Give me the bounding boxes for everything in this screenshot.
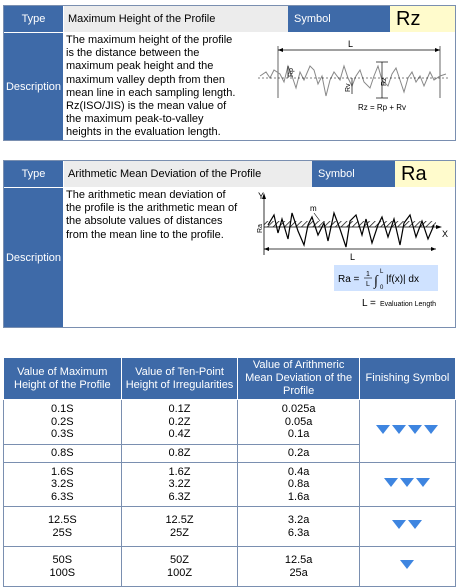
rz-profile-diagram xyxy=(254,36,452,126)
x-axis-label: X xyxy=(442,229,449,239)
finishing-table xyxy=(3,357,456,587)
desc-line: heights in the evaluation length. xyxy=(66,126,221,139)
ra-description-text xyxy=(66,189,266,242)
header-finishing-symbol: Finishing Symbol xyxy=(359,358,455,400)
formula-lhs: Ra = xyxy=(338,274,360,285)
rz-description-label: Description xyxy=(4,33,63,140)
rz-symbol-value: Rz xyxy=(390,6,455,32)
cell-ten-point: 1.6Z 3.2Z 6.3Z xyxy=(121,463,238,507)
cell-ten-point: 12.5Z 25Z xyxy=(121,507,238,547)
ra-type-value: Arithmetic Mean Deviation of the Profile xyxy=(64,161,312,187)
cell-arithmetic-mean: 0.4a 0.8a 1.6a xyxy=(238,463,359,507)
cell-max-height: 50S 100S xyxy=(4,547,122,587)
cell-ten-point: 50Z 100Z xyxy=(121,547,238,587)
integral-upper: L xyxy=(380,269,384,275)
header-arithmetic-mean: Value of Arithmeric Mean Deviation of the Profile xyxy=(238,358,359,400)
triangle-icon xyxy=(384,478,398,487)
formula-numerator: 1 xyxy=(366,271,370,278)
triangle-icon xyxy=(408,425,422,434)
rz-formula: Rz = Rp + Rv xyxy=(358,103,407,112)
rz-symbol-label: Symbol xyxy=(288,6,390,32)
ra-description-label: Description xyxy=(4,188,63,327)
rz-label: Rz xyxy=(381,77,388,86)
cell-arithmetic-mean: 3.2a 6.3a xyxy=(238,507,359,547)
cell-finishing-symbol xyxy=(359,463,455,507)
desc-line: the profile is the arithmetic mean of xyxy=(66,202,238,215)
cell-finishing-symbol xyxy=(359,547,455,587)
triangle-icon xyxy=(376,425,390,434)
desc-line: maximum valley depth from then xyxy=(66,73,225,86)
triangle-icon xyxy=(392,520,406,529)
length-label: L xyxy=(348,39,354,49)
ra-profile-curve xyxy=(268,213,434,247)
rp-label: Rp xyxy=(288,68,295,77)
desc-line: the absolute values of distances xyxy=(66,215,223,228)
ra-symbol-value: Ra xyxy=(395,161,455,187)
triangle-icon xyxy=(416,478,430,487)
header-max-height: Value of Maximum Height of the Profile xyxy=(4,358,122,400)
formula-denominator: L xyxy=(366,281,370,288)
ra-type-label: Type xyxy=(4,161,63,187)
table-row xyxy=(4,400,456,445)
ra-profile-diagram xyxy=(254,189,452,325)
legend-symbol: L xyxy=(362,298,368,309)
integral-sign-icon: ∫ xyxy=(374,274,378,289)
triangle-icon xyxy=(408,520,422,529)
desc-line: maximum peak height and the xyxy=(66,60,214,73)
desc-line: from the mean line to the profile. xyxy=(66,228,224,241)
integral-lower: 0 xyxy=(380,285,384,291)
rz-type-label: Type xyxy=(4,6,63,32)
legend-text: Evaluation Length xyxy=(380,301,437,308)
cell-max-height: 0.1S 0.2S 0.3S xyxy=(4,400,122,445)
ra-height-label: Ra xyxy=(257,224,264,233)
rz-description-text xyxy=(66,34,266,140)
ra-symbol-label: Symbol xyxy=(312,161,395,187)
cell-ten-point: 0.1Z 0.2Z 0.4Z xyxy=(121,400,238,445)
rz-block xyxy=(3,5,456,141)
triangle-icon xyxy=(400,478,414,487)
cell-arithmetic-mean: 0.2a xyxy=(238,445,359,463)
table-row xyxy=(4,507,456,547)
cell-ten-point: 0.8Z xyxy=(121,445,238,463)
table-header-row xyxy=(4,358,456,400)
formula-body: |f(x)| dx xyxy=(386,274,419,285)
rz-type-value: Maximum Height of the Profile xyxy=(64,6,288,32)
desc-line: The arithmetic mean deviation of xyxy=(66,189,226,201)
cell-finishing-symbol xyxy=(359,507,455,547)
cell-max-height: 0.8S xyxy=(4,445,122,463)
length-label: L xyxy=(350,252,356,262)
triangle-icon xyxy=(400,560,414,569)
cell-max-height: 1.6S 3.2S 6.3S xyxy=(4,463,122,507)
cell-arithmetic-mean: 12.5a 25a xyxy=(238,547,359,587)
triangle-icon xyxy=(424,425,438,434)
desc-line: The maximum height of the profile xyxy=(66,34,233,46)
cell-max-height: 12.5S 25S xyxy=(4,507,122,547)
rv-label: Rv xyxy=(345,83,352,92)
triangle-icon xyxy=(392,425,406,434)
desc-line: the maximum peak-to-valley xyxy=(66,113,204,126)
header-ten-point: Value of Ten-Point Height of Irregularities xyxy=(121,358,238,400)
ra-block xyxy=(3,160,456,328)
svg-text:=: = xyxy=(370,298,376,309)
desc-line: is the distance between the xyxy=(66,47,200,60)
table-row xyxy=(4,547,456,587)
table-row xyxy=(4,463,456,507)
desc-line: mean line in each sampling length. xyxy=(66,86,236,99)
m-label: m xyxy=(310,204,317,213)
y-axis-label: Y xyxy=(258,191,265,201)
cell-finishing-symbol xyxy=(359,400,455,463)
desc-line: Rz(ISO/JIS) is the mean value of xyxy=(66,100,227,113)
cell-arithmetic-mean: 0.025a 0.05a 0.1a xyxy=(238,400,359,445)
